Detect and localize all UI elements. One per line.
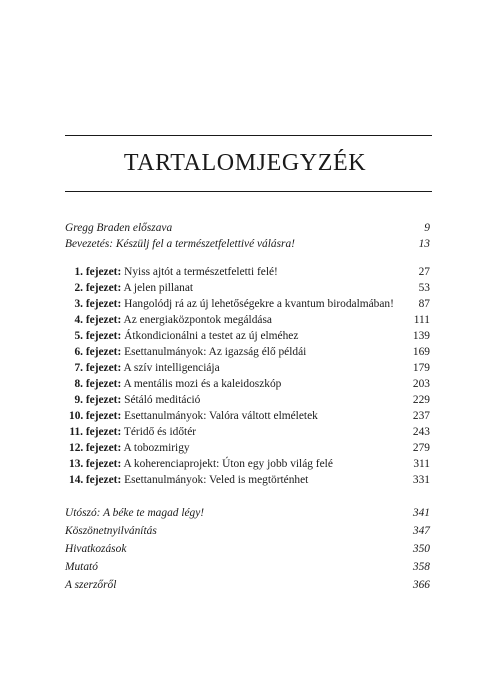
chapter-label: fejezet: bbox=[85, 410, 122, 422]
chapter-title: A tobozmirigy bbox=[123, 442, 190, 454]
chapter-number: 12. bbox=[69, 442, 84, 454]
toc-entry-page: 347 bbox=[412, 525, 430, 537]
toc-entry-page: 169 bbox=[412, 346, 430, 358]
chapter-number: 8. bbox=[74, 378, 83, 390]
toc-entry-title: Bevezetés: Készülj fel a természetfelettivé válásra! bbox=[65, 238, 295, 250]
toc-entry-page: 179 bbox=[412, 362, 430, 374]
chapter-title: Az energiaközpontok megáldása bbox=[123, 314, 272, 326]
toc-entry-page: 358 bbox=[412, 561, 430, 573]
chapter-number: 1. bbox=[74, 266, 83, 278]
toc-chapter-entry bbox=[65, 265, 430, 280]
chapter-label: fejezet: bbox=[85, 266, 122, 278]
chapter-label: fejezet: bbox=[85, 458, 122, 470]
chapter-title: A jelen pillanat bbox=[123, 282, 194, 294]
chapter-label: fejezet: bbox=[85, 282, 122, 294]
chapter-number: 11. bbox=[69, 426, 83, 438]
toc-back-entry bbox=[65, 578, 430, 593]
toc-entry-page: 366 bbox=[412, 579, 430, 591]
toc-chapter-entry bbox=[65, 457, 430, 472]
toc-chapter-entry bbox=[65, 345, 430, 360]
chapter-title: Átkondicionálni a testet az új elméhez bbox=[124, 330, 299, 342]
toc-entry-page: 341 bbox=[412, 507, 430, 519]
top-rule bbox=[65, 135, 432, 136]
chapter-label: fejezet: bbox=[85, 442, 122, 454]
toc-entry-title: Mutató bbox=[65, 561, 98, 573]
toc-back-entry bbox=[65, 542, 430, 557]
chapter-number: 4. bbox=[74, 314, 83, 326]
toc-front-entry bbox=[65, 237, 430, 252]
chapter-title: Esettanulmányok: Az igazság élő példái bbox=[124, 346, 307, 358]
toc-back-entry bbox=[65, 560, 430, 575]
chapter-number: 14. bbox=[69, 474, 84, 486]
toc-entry-title: A szerzőről bbox=[65, 579, 117, 591]
toc-chapter-entry bbox=[65, 473, 430, 488]
chapter-label: fejezet: bbox=[85, 474, 122, 486]
toc-entry-title: Köszönetnyilvánítás bbox=[65, 525, 157, 537]
chapter-title: Esettanulmányok: Valóra váltott elméletek bbox=[124, 410, 318, 422]
toc-chapter-entry bbox=[65, 425, 430, 440]
chapter-label: fejezet: bbox=[85, 394, 122, 406]
chapter-title: A koherenciaprojekt: Úton egy jobb világ felé bbox=[123, 458, 333, 470]
toc-chapter-entry bbox=[65, 441, 430, 456]
toc-entry-page: 311 bbox=[413, 458, 430, 470]
toc-chapter-entry bbox=[65, 409, 430, 424]
chapter-number: 6. bbox=[74, 346, 83, 358]
toc-entry-page: 203 bbox=[412, 378, 430, 390]
toc-chapter-entry bbox=[65, 361, 430, 376]
chapter-number: 5. bbox=[74, 330, 83, 342]
chapter-number: 10. bbox=[69, 410, 84, 422]
chapter-number: 2. bbox=[74, 282, 83, 294]
chapter-title: Sétáló meditáció bbox=[124, 394, 201, 406]
toc-back-entry bbox=[65, 506, 430, 521]
page-title: TARTALOMJEGYZÉK bbox=[123, 150, 367, 176]
chapter-title: A mentális mozi és a kaleidoszkóp bbox=[123, 378, 282, 390]
toc-entry-page: 243 bbox=[412, 426, 430, 438]
toc-entry-page: 13 bbox=[418, 238, 430, 250]
toc-entry-page: 27 bbox=[418, 266, 430, 278]
toc-entry-page: 9 bbox=[424, 222, 430, 234]
toc-chapter-entry bbox=[65, 281, 430, 296]
toc-entry-page: 237 bbox=[412, 410, 430, 422]
chapter-label: fejezet: bbox=[85, 346, 122, 358]
toc-entry-page: 350 bbox=[412, 543, 430, 555]
chapter-number: 3. bbox=[74, 298, 83, 310]
chapter-number: 9. bbox=[74, 394, 83, 406]
chapter-number: 7. bbox=[74, 362, 83, 374]
toc-entry-page: 111 bbox=[413, 314, 430, 326]
chapter-label: fejezet: bbox=[85, 362, 122, 374]
bottom-rule bbox=[65, 191, 432, 192]
toc-back-entry bbox=[65, 524, 430, 539]
toc-front-entry bbox=[65, 221, 430, 236]
chapter-title: Téridő és időtér bbox=[123, 426, 197, 438]
toc-entry-page: 139 bbox=[412, 330, 430, 342]
chapter-label: fejezet: bbox=[85, 426, 122, 438]
toc-chapter-entry bbox=[65, 393, 430, 408]
chapter-label: fejezet: bbox=[85, 314, 122, 326]
chapter-label: fejezet: bbox=[85, 378, 122, 390]
toc-entry-page: 229 bbox=[412, 394, 430, 406]
toc-chapter-entry bbox=[65, 329, 430, 344]
toc-entry-page: 87 bbox=[418, 298, 430, 310]
toc-chapter-entry bbox=[65, 313, 430, 328]
chapter-title: Nyiss ajtót a természetfeletti felé! bbox=[124, 266, 278, 278]
toc-entry-title: Utószó: A béke te magad légy! bbox=[65, 507, 205, 519]
toc-entry-page: 279 bbox=[412, 442, 430, 454]
chapter-label: fejezet: bbox=[85, 330, 122, 342]
chapter-title: A szív intelligenciája bbox=[123, 362, 220, 374]
toc-entry-title: Hivatkozások bbox=[65, 543, 127, 555]
toc-entry-page: 331 bbox=[412, 474, 430, 486]
toc-chapter-entry bbox=[65, 377, 430, 392]
toc-entry-page: 53 bbox=[418, 282, 430, 294]
toc-entry-title: Gregg Braden előszava bbox=[65, 222, 173, 234]
chapter-label: fejezet: bbox=[85, 298, 122, 310]
toc-chapter-entry bbox=[65, 297, 430, 312]
chapter-number: 13. bbox=[69, 458, 84, 470]
chapter-title: Esettanulmányok: Veled is megtörténhet bbox=[124, 474, 309, 486]
chapter-title: Hangolódj rá az új lehetőségekre a kvantum birodalmában! bbox=[124, 298, 394, 310]
